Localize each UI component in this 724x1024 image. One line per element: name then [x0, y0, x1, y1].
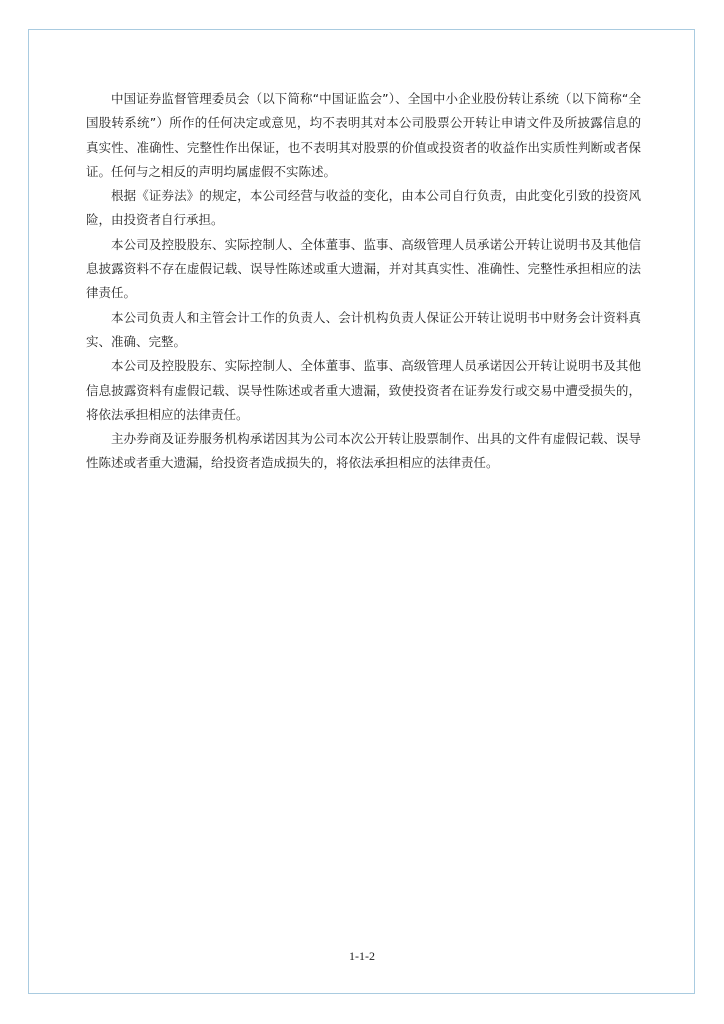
- paragraph-broker-commitment: 主办券商及证券服务机构承诺因其为公司本次公开转让股票制作、出具的文件有虚假记载、误导性陈述或者重大遗漏，给投资者造成损失的，将依法承担相应的法律责任。: [86, 431, 641, 471]
- paragraph-company-commitment: 本公司及控股股东、实际控制人、全体董事、监事、高级管理人员承诺公开转让说明书及其他信息披露资料不存在虚假记载、误导性陈述或重大遗漏，并对其真实性、准确性、完整性承担相应的法律责任。: [86, 236, 641, 301]
- paragraph-investment-risk: 根据《证券法》的规定，本公司经营与收益的变化，由本公司自行负责，由此变化引致的投资风险，由投资者自行承担。: [86, 188, 641, 228]
- paragraph-regulator-disclaimer: 中国证券监督管理委员会（以下简称“中国证监会”）、全国中小企业股份转让系统（以下简称“全国股转系统”）所作的任何决定或意见，均不表明其对本公司股票公开转让申请文件及所披露信息的真实性、准确性、完整性作出保证，也不表明其对股票的价值或投资者的收益作出实质性判断或者保证。任何与之相反的声明均属虚假不实陈述。: [86, 91, 641, 179]
- paragraph-liability-commitment: 本公司及控股股东、实际控制人、全体董事、监事、高级管理人员承诺因公开转让说明书及其他信息披露资料有虚假记载、误导性陈述或者重大遗漏，致使投资者在证券发行或交易中遭受损失的，将依法承担相应的法律责任。: [86, 358, 641, 422]
- page-number: 1-1-2: [349, 949, 375, 963]
- document-body: [86, 87, 641, 476]
- paragraph-financial-guarantee: 本公司负责人和主管会计工作的负责人、会计机构负责人保证公开转让说明书中财务会计资料真实、准确、完整。: [86, 309, 641, 349]
